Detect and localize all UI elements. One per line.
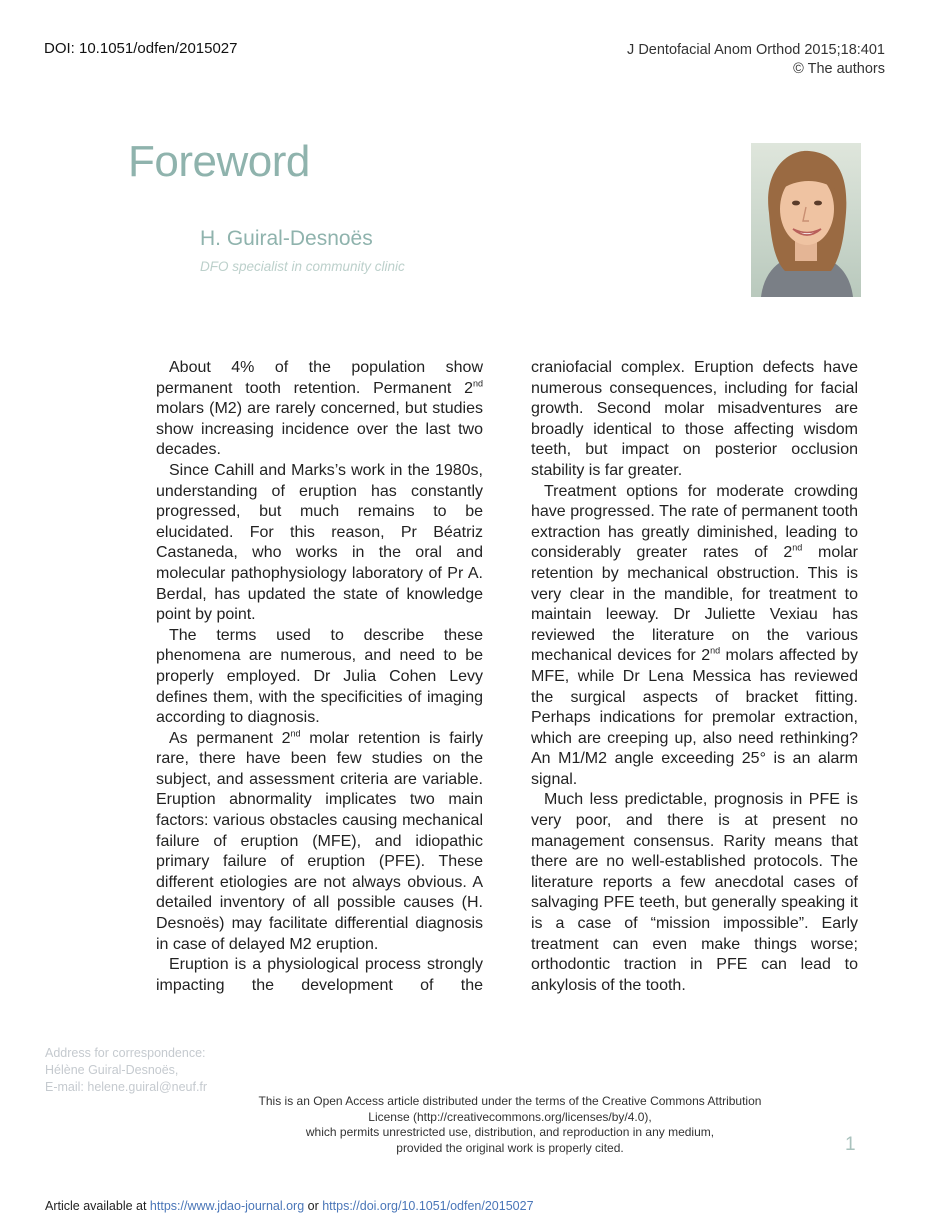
- article-availability-footer: [45, 1199, 534, 1213]
- superscript: nd: [290, 728, 301, 739]
- paragraph: The terms used to describe these phenomena are numerous, and need to be properly employed. Dr Julia Cohen Levy defines them, with the specificities of imaging according to diagnosis.: [156, 626, 483, 727]
- license-line: provided the original work is properly cited.: [396, 1140, 624, 1155]
- journal-link[interactable]: https://www.jdao-journal.org: [149, 1199, 305, 1213]
- footer-or: or: [304, 1199, 323, 1213]
- superscript: nd: [792, 543, 803, 554]
- paragraph-text: molars affected by MFE, while Dr Lena Messica has reviewed the surgical aspects of bracket fitting. Perhaps indications for premolar extraction, which are creeping up, also need rethinking? An M1/M2 angle exceeding 25° is an alarm signal.: [531, 647, 858, 788]
- paragraph-text: Treatment options for moderate crowding have progressed. The rate of permanent tooth extraction has greatly diminished, leading to considerably greater rates of 2: [531, 482, 858, 562]
- page-number: 1: [845, 1134, 856, 1155]
- license-notice: [225, 1094, 795, 1156]
- author-portrait-image: [751, 143, 861, 297]
- superscript: nd: [472, 378, 483, 389]
- correspondence-name: Hélène Guiral-Desnoës,: [45, 1063, 179, 1077]
- paragraph: Since Cahill and Marks’s work in the 1980s, understanding of eruption has constantly progressed, but much remains to be elucidated. For this reason, Pr Béatriz Castaneda, who works in the oral and molecular pathophysiology laboratory of Pr A. Berdal, has updated the state of knowledge point by point.: [156, 461, 483, 624]
- paragraph: [156, 358, 483, 461]
- license-line: which permits unrestricted use, distribution, and reproduction in any medium,: [305, 1125, 715, 1139]
- author-name: H. Guiral-Desnoës: [200, 227, 373, 250]
- paragraph-text: molar retention is fairly rare, there have been few studies on the subject, and assessment criteria are variable. Eruption abnormality implicates two main factors: various obstacles causing mechanical failure of eruption (MFE), and idiopathic primary failure of eruption (PFE). These different etiologies are not always obvious. A detailed inventory of all possible causes (H. Desnoës) may facilitate differential diagnosis in case of delayed M2 eruption.: [156, 729, 483, 953]
- paragraph-text: molar retention by mechanical obstruction. This is very clear in the mandible, for treatment to maintain leeway. Dr Juliette Vexiau has reviewed the literature on the various mechanical devices for 2: [531, 544, 858, 665]
- doi-link[interactable]: https://doi.org/10.1051/odfen/2015027: [322, 1199, 534, 1213]
- author-photo: [751, 143, 861, 297]
- paragraph: craniofacial complex. Eruption defects have numerous consequences, including for facial growth. Second molar misadventures are broadly identical to those affecting wisdom teeth, but impact on posterior occlusion stability is far greater.: [531, 359, 858, 479]
- journal-reference: J Dentofacial Anom Orthod 2015;18:401: [627, 42, 885, 58]
- article-title: Foreword: [128, 137, 310, 186]
- body-column-left: [156, 358, 483, 996]
- paragraph: Much less predictable, prognosis in PFE is very poor, and there is at present no management consensus. Rarity means that there are no well-established protocols. The literature reports a few anecdotal cases of salvaging PFE teeth, but generally speaking it is a case of “mission impossible”. Early treatment can even make things worse; orthodontic traction in PFE can lead to ankylosis of the tooth.: [531, 791, 858, 994]
- author-affiliation: DFO specialist in community clinic: [200, 259, 405, 274]
- paragraph-text: About 4% of the population show permanent tooth retention. Permanent 2: [156, 359, 483, 397]
- paragraph-text: molars (M2) are rarely concerned, but studies show increasing incidence over the last two decades.: [156, 400, 483, 459]
- paragraph: [531, 482, 858, 791]
- doi-label: DOI: 10.1051/odfen/2015027: [44, 40, 238, 57]
- license-line: License (http://creativecommons.org/licenses/by/4.0),: [368, 1109, 652, 1124]
- journal-citation: [627, 41, 885, 79]
- footer-prefix: Article available at: [45, 1199, 150, 1213]
- paragraph-text: As permanent 2: [169, 729, 291, 747]
- paragraph: [156, 729, 483, 956]
- correspondence-block: [45, 1045, 207, 1096]
- paragraph: Eruption is a physiological process strongly impacting the development of the: [156, 956, 483, 994]
- correspondence-email: E-mail: helene.guiral@neuf.fr: [45, 1080, 208, 1094]
- superscript: nd: [710, 645, 721, 656]
- correspondence-label: Address for correspondence:: [45, 1046, 206, 1060]
- license-line: This is an Open Access article distributed under the terms of the Creative Commons Attribution: [258, 1094, 762, 1108]
- body-column-right: [531, 358, 858, 996]
- copyright-notice: © The authors: [793, 61, 885, 77]
